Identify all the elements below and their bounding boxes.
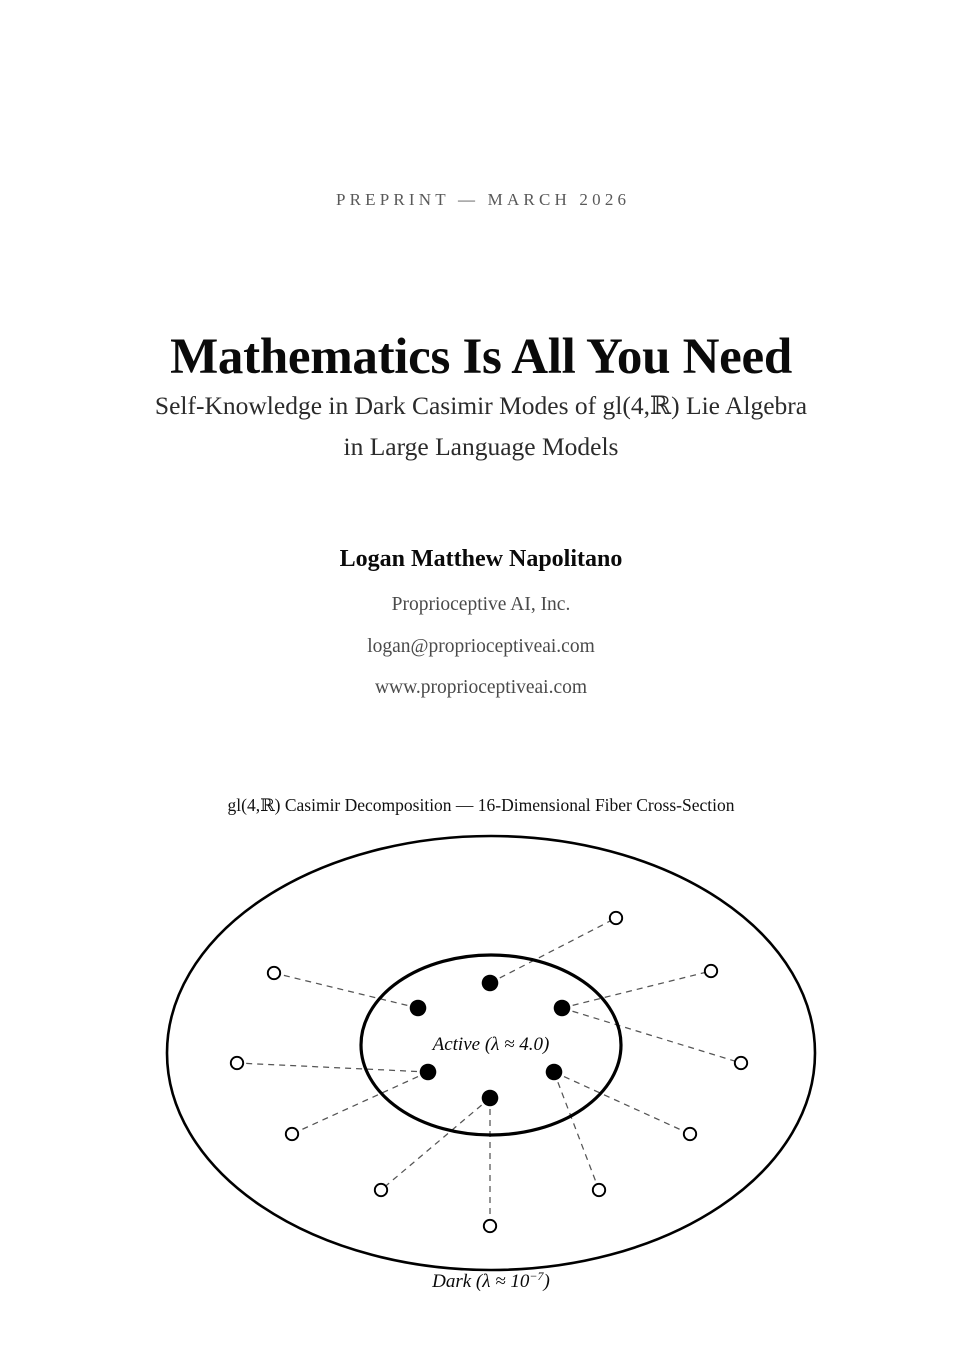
author-block	[0, 546, 962, 698]
dark-mode-node	[684, 1128, 696, 1140]
active-mode-node	[546, 1064, 563, 1081]
author-name: Logan Matthew Napolitano	[339, 546, 623, 572]
dark-mode-node	[286, 1128, 298, 1140]
active-mode-node	[420, 1064, 437, 1081]
author-website[interactable]: www.proprioceptiveai.com	[374, 677, 588, 698]
page-title: Mathematics Is All You Need	[170, 329, 792, 386]
dark-mode-node	[593, 1184, 605, 1196]
active-region-label: Active (λ ≈ 4.0)	[432, 1034, 550, 1055]
active-mode-node	[554, 1000, 571, 1017]
preprint-banner: PREPRINT — MARCH 2026	[335, 190, 631, 209]
active-mode-node	[482, 975, 499, 992]
dark-mode-node	[735, 1057, 747, 1069]
page-subtitle	[81, 385, 881, 468]
dark-mode-node	[484, 1220, 496, 1232]
active-mode-node	[482, 1090, 499, 1107]
casimir-diagram-svg	[0, 795, 962, 1335]
author-email[interactable]: logan@proprioceptiveai.com	[367, 635, 595, 657]
dark-mode-node	[268, 967, 280, 979]
subtitle-line-2: in Large Language Models	[343, 432, 619, 462]
dark-region-label: Dark $(\lambda \approx 10^{-7})$	[432, 1269, 550, 1292]
dark-mode-node	[231, 1057, 243, 1069]
author-affiliation: Proprioceptive AI, Inc.	[391, 594, 571, 615]
casimir-decomposition-figure	[0, 795, 962, 1335]
active-mode-node	[410, 1000, 427, 1017]
dark-mode-node	[375, 1184, 387, 1196]
dark-mode-node	[705, 965, 717, 977]
dark-mode-node	[610, 912, 622, 924]
figure-caption: gl(4,ℝ) Casimir Decomposition — 16-Dimensional Fiber Cross-Section	[227, 795, 735, 815]
subtitle-line-1: Self-Knowledge in Dark Casimir Modes of gl(4,ℝ) Lie Algebra	[154, 391, 808, 420]
